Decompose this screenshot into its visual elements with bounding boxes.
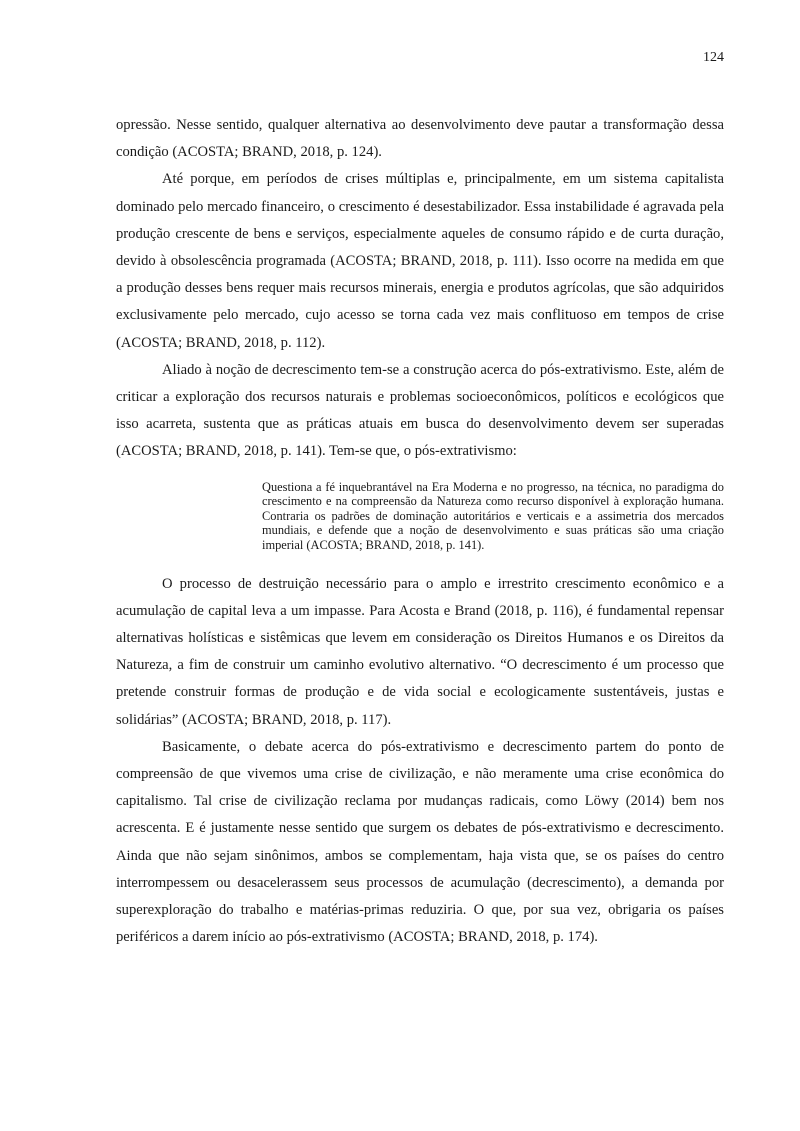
paragraph-2: Até porque, em períodos de crises múltiplas e, principalmente, em um sistema capitalista dominado pelo mercado financeiro, o crescimento é desestabilizador. Essa instabilidade é agravada pela produção crescente de bens e serviços, especialmente aqueles de consumo rápido e de curta duração, devido à obsolescência programada (ACOSTA; BRAND, 2018, p. 111). Isso ocorre na medida em que a produção desses bens requer mais recursos minerais, energia e produtos agrícolas, que são adquiridos exclusivamente pelo mercado, cujo acesso se torna cada vez mais conflituoso em tempos de crise (ACOSTA; BRAND, 2018, p. 112).	[116, 171, 724, 351]
paragraph-1: opressão. Nesse sentido, qualquer alternativa ao desenvolvimento deve pautar a transformação dessa condição (ACOSTA; BRAND, 2018, p. 124).	[116, 117, 724, 161]
block-quote: Questiona a fé inquebrantável na Era Moderna e no progresso, na técnica, no paradigma do crescimento e na compreensão da Natureza como recurso disponível à exploração humana. Contraria os padrões de dominação autoritários e verticais e a assimetria dos mercados mundiais, e defende que a noção de desenvolvimento e suas práticas são uma criação imperial (ACOSTA; BRAND, 2018, p. 141).	[262, 479, 724, 553]
page-number: 124	[703, 50, 724, 65]
paragraph-4: O processo de destruição necessário para o amplo e irrestrito crescimento econômico e a acumulação de capital leva a um impasse. Para Acosta e Brand (2018, p. 116), é fundamental repensar alternativas holísticas e sistêmicas que levem em consideração os Direitos Humanos e os Direitos da Natureza, a fim de construir um caminho evolutivo alternativo. “O decrescimento é um processo que pretende construir formas de produção e de vida social e ecologicamente sustentáveis, justas e solidárias” (ACOSTA; BRAND, 2018, p. 117).	[116, 575, 724, 728]
paragraph-5: Basicamente, o debate acerca do pós-extrativismo e decrescimento partem do ponto de compreensão de que vivemos uma crise de civilização, e não meramente uma crise econômica do capitalismo. Tal crise de civilização reclama por mudanças radicais, como Löwy (2014) bem nos acrescenta. E é justamente nesse sentido que surgem os debates de pós-extrativismo e decrescimento. Ainda que não sejam sinônimos, ambos se complementam, haja vista que, se os países do centro interrompessem ou desacelerassem seus processos de acumulação (decrescimento), a demanda por superexploração do trabalho e matérias-primas reduziria. O que, por sua vez, obrigaria os países periféricos a darem início ao pós-extrativismo (ACOSTA; BRAND, 2018, p. 174).	[116, 738, 724, 946]
document-body	[116, 112, 724, 951]
paragraph-3: Aliado à noção de decrescimento tem-se a construção acerca do pós-extrativismo. Este, além de criticar a exploração dos recursos naturais e problemas socioeconômicos, políticos e ecológicos que isso acarreta, sustenta que as práticas atuais em busca do desenvolvimento devem ser superadas (ACOSTA; BRAND, 2018, p. 141). Tem-se que, o pós-extrativismo:	[116, 361, 724, 460]
